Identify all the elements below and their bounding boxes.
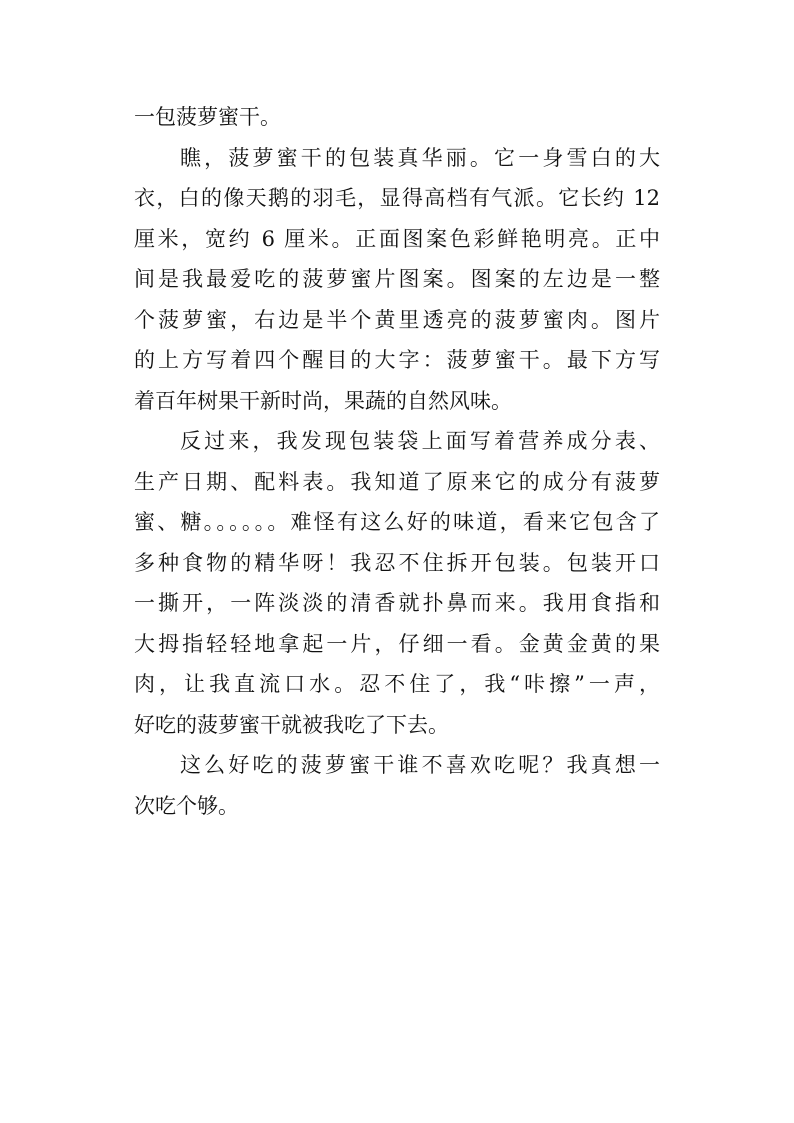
paragraph (134, 138, 660, 422)
text-line: 大拇指轻轻地拿起一片，仔细一看。金黄金黄的果 (134, 631, 660, 656)
text-line: 反过来，我发现包装袋上面写着营养成分表、 (180, 429, 660, 453)
paragraph (134, 97, 660, 138)
text-line: 次吃个够。 (134, 793, 239, 818)
paragraph (134, 745, 660, 826)
text-line: 厘米，宽约 6 厘米。正面图案色彩鲜艳明亮。正中 (134, 226, 660, 251)
text-line: 一包菠萝蜜干。 (134, 105, 281, 129)
text-line: 间是我最爱吃的菠萝蜜片图案。图案的左边是一整 (134, 267, 660, 291)
document-body (134, 97, 660, 826)
text-line: 一撕开，一阵淡淡的清香就扑鼻而来。我用食指和 (134, 591, 660, 615)
text-line: 肉，让我直流口水。忍不住了，我“咔擦”一声， (134, 672, 660, 696)
text-line: 瞧，菠萝蜜干的包装真华丽。它一身雪白的大 (180, 145, 660, 170)
text-line: 着百年树果干新时尚，果蔬的自然风味。 (134, 388, 512, 413)
text-line: 个菠萝蜜，右边是半个黄里透亮的菠萝蜜肉。图片 (134, 307, 660, 332)
text-line: 生产日期、配料表。我知道了原来它的成分有菠萝 (134, 469, 660, 494)
paragraph (134, 421, 660, 745)
text-line: 的上方写着四个醒目的大字：菠萝蜜干。最下方写 (134, 348, 660, 372)
text-line: 这么好吃的菠萝蜜干谁不喜欢吃呢？我真想一 (180, 753, 660, 777)
text-line: 衣，白的像天鹅的羽毛，显得高档有气派。它长约 12 (134, 186, 660, 210)
text-line: 多种食物的精华呀！我忍不住拆开包装。包装开口 (134, 550, 660, 575)
text-line: 好吃的菠萝蜜干就被我吃了下去。 (134, 712, 449, 737)
text-line: 蜜、糖。。。。。。难怪有这么好的味道，看来它包含了 (134, 510, 660, 534)
